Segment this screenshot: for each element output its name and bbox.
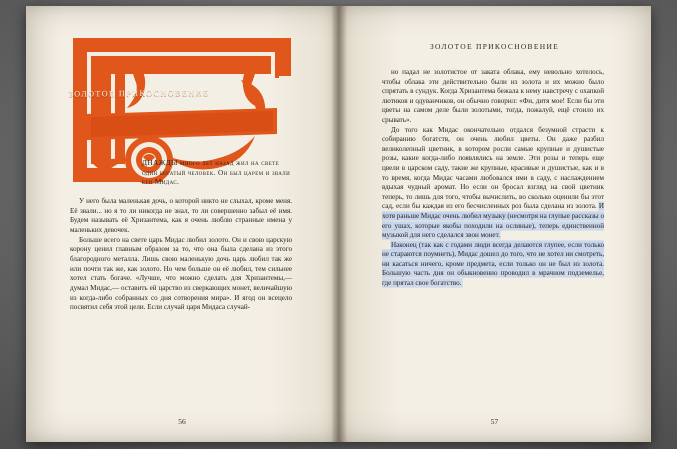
right-page-body bbox=[382, 68, 604, 289]
left-page-body bbox=[70, 197, 292, 313]
book-gutter bbox=[331, 6, 347, 442]
running-head: ЗОЛОТОЕ ПРИКОСНОВЕНИЕ bbox=[429, 42, 560, 51]
opening-line: ДНАЖДЫ много лет назад жил на свете один богатый человек. Он был царем и звали его Мидас. bbox=[142, 158, 291, 187]
right-page-paragraphs bbox=[382, 68, 604, 289]
highlighted-text: И хотя раньше Мидас очень любил музыку (несмотря на глупые рассказы о его ушах, которые якобы походили на ослиные), теперь единственной музыкой для него сделался звон монет. bbox=[382, 202, 604, 240]
paragraph bbox=[382, 241, 604, 289]
highlighted-text: Наконец (так как с годами люди всегда делаются глупее, если только не стараются поумнеть), Мидас дошел до того, что не хотел ни смотреть, ни касаться ничего, кроме предмета, если только он не был из золота. Большую часть дня он обыкновенно проводил в мрачном подземелье, где прятал свое богатство. bbox=[382, 240, 604, 288]
paragraph: У него была маленькая дочь, о которой никто не слыхал, кроме меня. Её звали... но я то ли никогда не знал, то ли совершенно забыл её имя. Будем называть её Хризантема, как я очень люблю странные имена у маленьких девочек. bbox=[70, 197, 292, 234]
page-right bbox=[338, 6, 651, 442]
paragraph: Больше всего на свете царь Мидас любил золото. Он и свою царскую корону ценил главным образом за то, что она была сделана из этого благородного металла. Лишь свою маленькую дочь царь любил так же или почти так же, как золото. Но чем больше он её любил, тем сильнее хотел стать богаче. «Лучше, что можно сделать для Хризантемы,— думал Мидас,— оставить ей царство из сверкающих монет, величайшую из когда-либо собранных со дня сотворения мира». И ягод он всецело посвятил себя этой цели. Если случай царя Мидаса случай- bbox=[70, 235, 292, 312]
page-left bbox=[26, 6, 338, 442]
folio-right: 57 bbox=[490, 417, 499, 426]
open-book bbox=[26, 6, 651, 442]
folio-left: 56 bbox=[178, 417, 186, 426]
ornament-banner-title: ЗОЛОТОЕ ПРИКОСНОВЕНИЕ bbox=[68, 88, 210, 99]
paragraph: До того как Мидас окончательно отдался безумной страсти к собиранию богатств, он очень любил цветы. Он даже разбил великолепный цветник, в котором росли самые крупные и душистые розы, какие когда-либо появлялись на земле. Эти розы и теперь еще цвели в царском саду, такие же крупные, красивые и душистые, как и в то время, когда Мидас часами любовался ими в саду, с наслаждением вдыхая чудный аромат. Но если он бросал взгляд на свой цветник теперь, то лишь для того, чтобы вычислить, во сколько оценили бы этот сад, если бы каждая из его бесчисленных роз была сделана из золота. И хотя раньше Мидас очень любил музыку (несмотря на глупые рассказы о его ушах, которые якобы походили на ослиные), теперь единственной музыкой для него сделался звон монет. bbox=[382, 125, 604, 240]
paragraph: но падал не золотистое от заката облака, ему невольно хотелось, чтобы облака эти действительно были из золота и их можно было спрятать в сундук. Когда Хризантема бежала к нему навстречу с охапкой лютиков и одуванчиков, он обычно говорил: «Фи, дитя мое! Если бы эти цветы на самом деле были золотыми, тогда, пожалуй, ещё стоило их срывать». bbox=[382, 68, 604, 124]
